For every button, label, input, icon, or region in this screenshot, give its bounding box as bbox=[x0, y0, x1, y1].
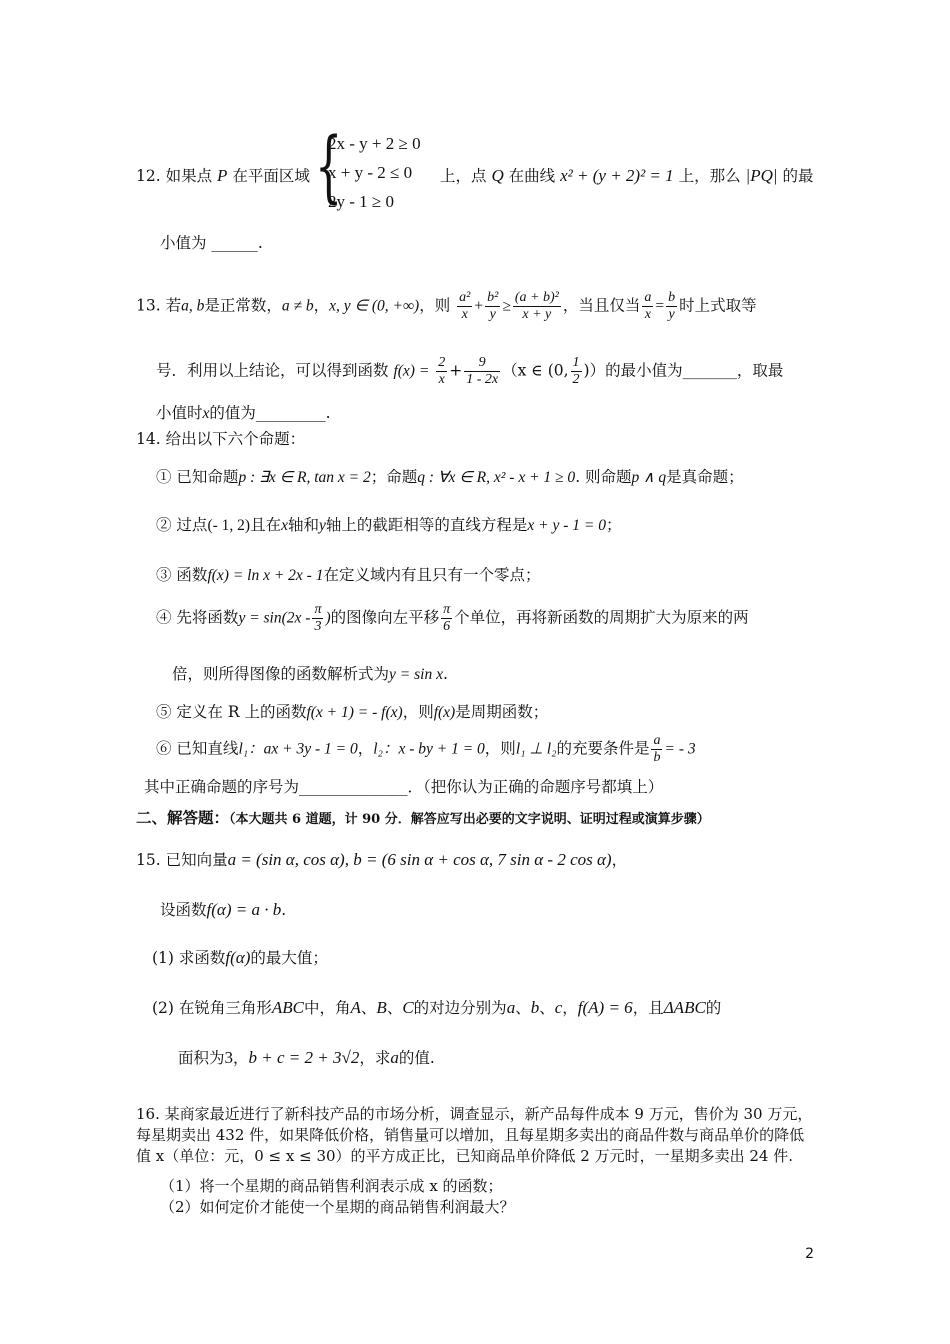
q13-domain-a: （x ∈ (0, bbox=[502, 361, 569, 380]
q14-pi3-frac: $\frac{\pi}{3}$ bbox=[314, 602, 322, 635]
q14-title: 14. 给出以下六个命题： bbox=[136, 430, 306, 448]
q12-system-brace: { bbox=[315, 122, 343, 212]
q14-item6: ⑥ 已知直线l₁：ax + 3y - 1 = 0，l₂：x - by + 1 = 0，则l₁ ⊥ l₂的充要条件是 $\frac{a}{b}$ = - 3 bbox=[156, 733, 696, 766]
q13-gfrac1: $\frac{2}{x}$ bbox=[438, 355, 446, 388]
q15-line2: 设函数f(α) = a · b. bbox=[160, 900, 287, 919]
q13-line3b: 的值为_________. bbox=[209, 404, 331, 422]
q12-end: 的最 bbox=[782, 167, 814, 185]
q13-frac2: $\frac{\text{b²}}{y}$ bbox=[487, 290, 499, 323]
q13-domain-b: )）的最小值为_______，取最 bbox=[583, 361, 784, 380]
q13-line3 bbox=[156, 401, 331, 423]
q14-item4: ④ 先将函数y = sin(2x - $\frac{\pi}{3}$ )的图像向左平移 $\frac{\pi}{6}$ 个单位，再将新函数的周期扩大为原来的两 bbox=[156, 602, 749, 635]
q13-frac3: $\frac{\text{(a + b)²}}{x + y}$ bbox=[514, 290, 559, 323]
section-2-note: （本大题共 6 道题，计 90 分．解答应写出必要的文字说明、证明过程或演算步骤） bbox=[229, 812, 710, 827]
q12-line2: 小值为 ______. bbox=[160, 234, 263, 252]
q13-line2a: 号．利用以上结论，可以得到函数 bbox=[156, 361, 389, 380]
q12-ineq1: 2x - y + 2 ≥ 0 bbox=[328, 134, 421, 153]
q13-xy: x, y ∈ (0, +∞) bbox=[329, 297, 420, 315]
q12-region-text: 在平面区域 bbox=[232, 167, 310, 185]
q12-prefix: 12. 如果点 bbox=[136, 167, 213, 185]
q14-item1: ① 已知命题p : ∃x ∈ R, tan x = 2；命题q : ∀x ∈ R, x² - x + 1 ≥ 0. 则命题p ∧ q是真命题； bbox=[156, 468, 744, 486]
q14-item4-cont: 倍，则所得图像的函数解析式为y = sin x. bbox=[172, 665, 448, 683]
section-2-header bbox=[136, 806, 710, 828]
q15-line1: 15. 已知向量a = (sin α, cos α), b = (6 sin α + cos α, 7 sin α - 2 cos α)， bbox=[136, 850, 628, 869]
page-number: 2 bbox=[805, 1246, 814, 1262]
q13-when: ，当且仅当 bbox=[562, 296, 641, 315]
q12-mid: 上，点 bbox=[440, 167, 487, 185]
q12-pq: |PQ| bbox=[745, 166, 778, 185]
q14-answer: 其中正确命题的序号为______________．（把你认为正确的命题序号都填上） bbox=[144, 778, 664, 796]
q13-hold: 时上式取等 bbox=[679, 296, 757, 315]
q13-prefix: 13. 若 bbox=[136, 296, 182, 315]
q13-then: ，则 bbox=[419, 296, 451, 315]
q12-tail: 上，那么 bbox=[678, 167, 741, 185]
q12-curve-eq: x² + (y + 2)² = 1 bbox=[560, 166, 674, 185]
q13-const: 是正常数， bbox=[204, 296, 282, 315]
q13-line3a: 小值时 bbox=[156, 404, 203, 422]
q13-aneb: a ≠ b bbox=[281, 297, 314, 315]
q12-ineq3: 2y - 1 ≥ 0 bbox=[328, 192, 394, 211]
q16-sub2: （2）如何定价才能使一个星期的商品销售利润最大？ bbox=[160, 1198, 515, 1216]
q16-sub1: （1）将一个星期的商品销售利润表示成 x 的函数； bbox=[160, 1177, 503, 1195]
q13-frac4: $\frac{a}{x}$ bbox=[644, 290, 652, 323]
q15-sub2-cont: 面积为3，b + c = 2 + 3√2，求a的值. bbox=[178, 1048, 435, 1067]
q13-plus: + bbox=[474, 297, 484, 315]
q15-sub2: (2) 在锐角三角形ABC中，角A、B、C的对边分别为a、b、c，f(A) = 6，且ΔABC的 bbox=[152, 998, 722, 1017]
q13-fx: f(x) = bbox=[393, 362, 430, 380]
q13-ab: a, b bbox=[181, 297, 205, 315]
q13-frac5: $\frac{b}{y}$ bbox=[668, 290, 676, 323]
q12-curve-text: 在曲线 bbox=[508, 167, 556, 185]
q15-sub1: (1) 求函数f(α)的最大值； bbox=[152, 948, 328, 967]
section-2-title: 二、解答题： bbox=[136, 808, 230, 827]
q13-frac1: $\frac{\text{a²}}{x}$ bbox=[459, 290, 471, 323]
q12-ineq2: x + y - 2 ≤ 0 bbox=[328, 163, 413, 182]
q13-gfrac2: $\frac{9}{1 - 2x}$ bbox=[466, 355, 499, 388]
q12-line1-tail bbox=[440, 164, 814, 186]
q14-ab-frac: $\frac{a}{b}$ bbox=[653, 733, 661, 766]
q12-line1 bbox=[136, 164, 310, 186]
q13-ge: ≥ bbox=[502, 297, 511, 315]
q16-paragraph: 16. 某商家最近进行了新科技产品的市场分析，调查显示，新产品每件成本 9 万元，售价为 30 万元，每星期卖出 432 件，如果降低价格，销售量可以增加，且每星期多卖出的商品件数与商品单价的降低值 x（单位：元，0 ≤ x ≤ 30）的平方成正比，已知商品单价降低 2 万元时，一星期多卖出 24 件. bbox=[136, 1105, 813, 1165]
q12-point-q: Q bbox=[491, 166, 504, 185]
q14-pi6-frac: $\frac{\pi}{6}$ bbox=[443, 602, 451, 635]
q13-line1: 13. 若a, b是正常数，a ≠ b，x, y ∈ (0, +∞)，则 $\frac{\text{a²}}{x}$ + $\frac{\text{b²}}{y}$ ≥ $\frac{\text{(a + b)²}}{x + y}$ ，当且仅当 $\frac{a}{x}$ = $\frac{b}{y}$ 时上式取等 bbox=[136, 290, 757, 323]
q13-eq: = bbox=[655, 297, 665, 315]
q14-item3: ③ 函数f(x) = ln x + 2x - 1在定义域内有且只有一个零点； bbox=[156, 566, 541, 584]
q13-x: x bbox=[202, 405, 210, 422]
q13-dfrac: $\frac{1}{2}$ bbox=[572, 355, 580, 388]
q14-item5: ⑤ 定义在 R 上的函数f(x + 1) = - f(x)，则f(x)是周期函数； bbox=[156, 703, 549, 721]
q14-item2: ② 过点(- 1, 2)且在x轴和y轴上的截距相等的直线方程是x + y - 1 = 0； bbox=[156, 516, 622, 534]
q13-line2: 号．利用以上结论，可以得到函数 f(x) = $\frac{2}{x}$ + $\frac{9}{1 - 2x}$ （x ∈ (0, $\frac{1}{2}$ )）的最小值为_______，取最 bbox=[156, 355, 784, 388]
q12-point-p: P bbox=[217, 166, 228, 185]
